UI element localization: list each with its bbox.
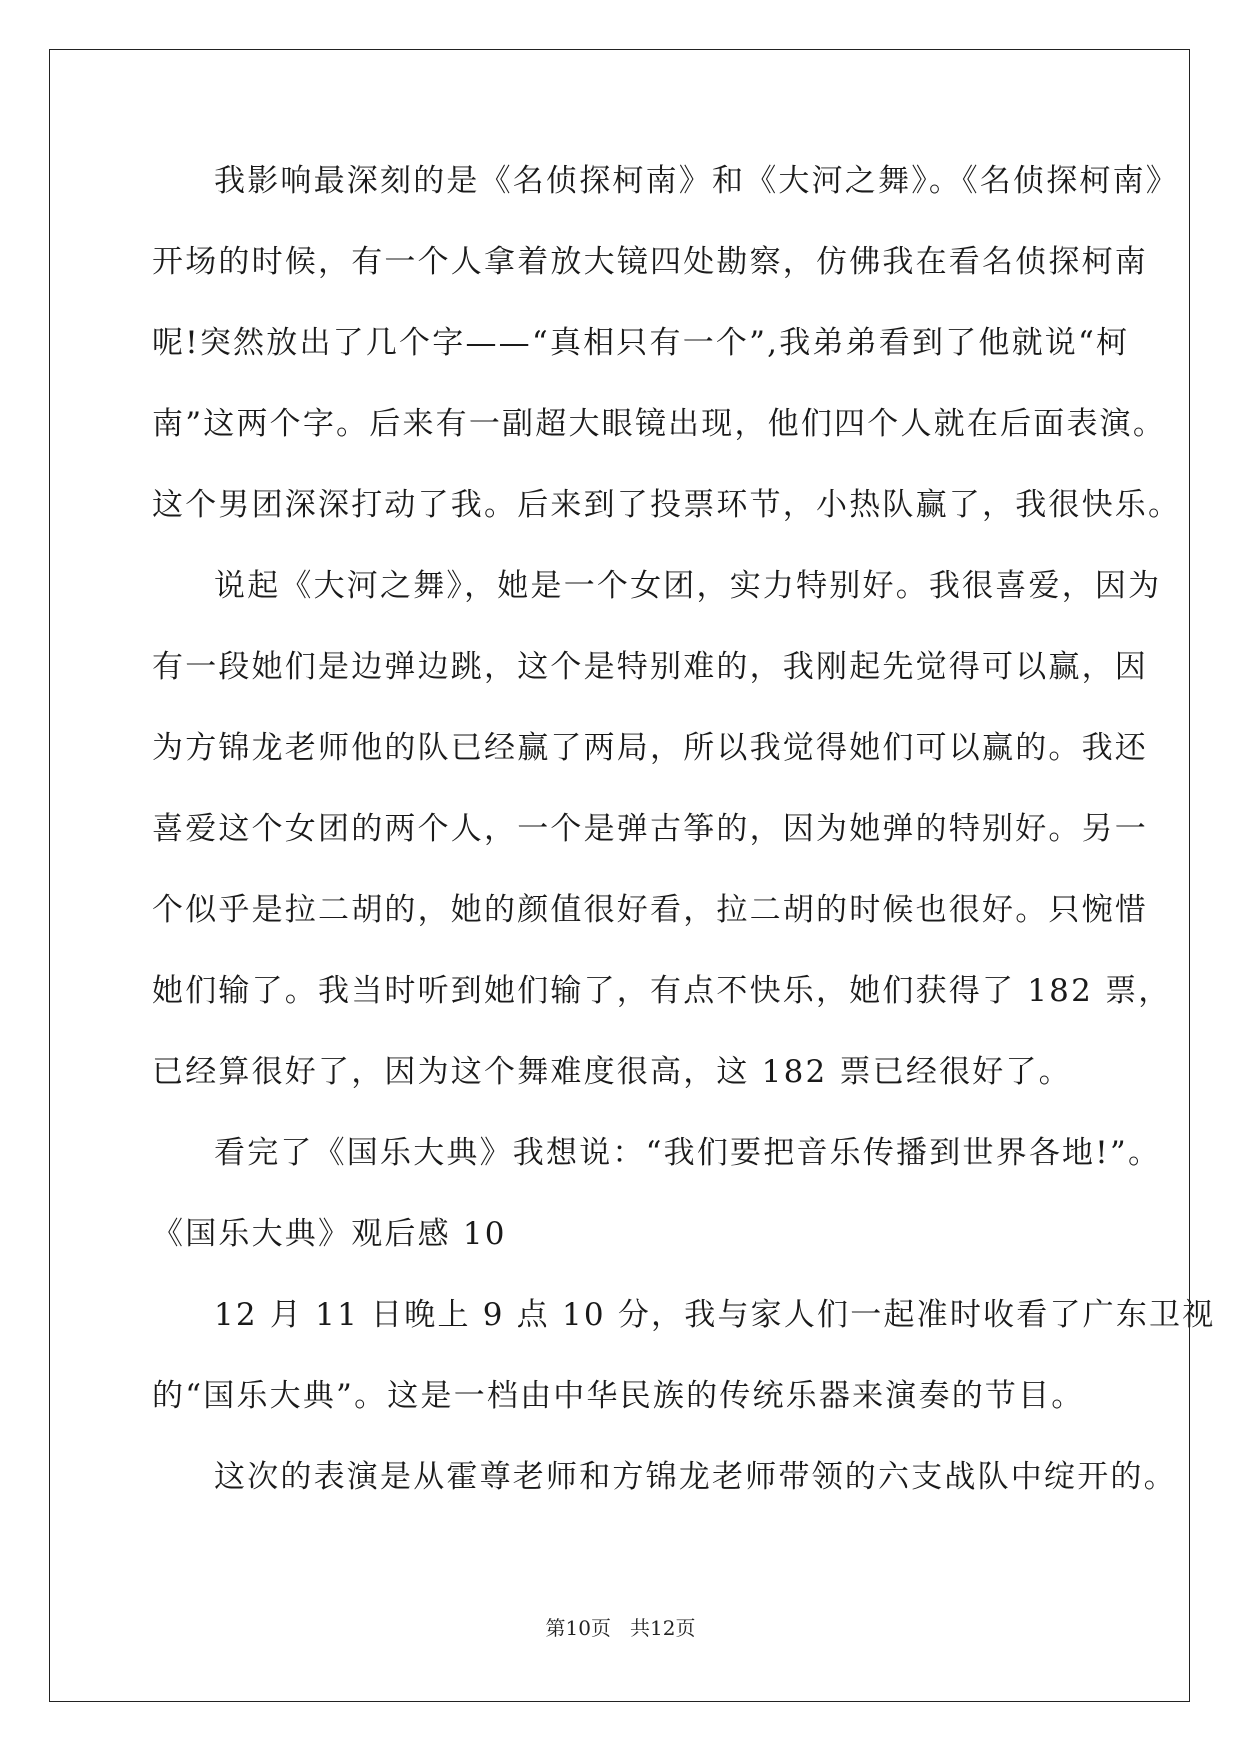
paragraph-line: 为方锦龙老师他的队已经赢了两局，所以我觉得她们可以赢的。我还 <box>152 730 1148 766</box>
paragraph-line: 已经算很好了，因为这个舞难度很高，这 182 票已经很好了。 <box>152 1054 1072 1090</box>
page-number-footer: 第10页 共12页 <box>545 1616 696 1640</box>
paragraph-line: 喜爱这个女团的两个人，一个是弹古筝的，因为她弹的特别好。另一 <box>152 811 1148 847</box>
paragraph-line: 这个男团深深打动了我。后来到了投票环节，小热队赢了，我很快乐。 <box>152 487 1182 523</box>
paragraph-line: 说起《大河之舞》，她是一个女团，实力特别好。我很喜爱，因为 <box>214 568 1162 604</box>
paragraph-line: 看完了《国乐大典》我想说：“我们要把音乐传播到世界各地!”。 <box>214 1135 1162 1171</box>
paragraph-line: 开场的时候，有一个人拿着放大镜四处勘察，仿佛我在看名侦探柯南 <box>152 244 1148 280</box>
paragraph-line: 这次的表演是从霍尊老师和方锦龙老师带领的六支战队中绽开的。 <box>214 1459 1177 1495</box>
paragraph-line: 呢!突然放出了几个字——“真相只有一个”,我弟弟看到了他就说“柯 <box>152 325 1130 361</box>
paragraph-line: 个似乎是拉二胡的，她的颜值很好看，拉二胡的时候也很好。只惋惜 <box>152 892 1148 928</box>
paragraph-line: 她们输了。我当时听到她们输了，有点不快乐，她们获得了 182 票， <box>152 973 1172 1009</box>
paragraph-line: 南”这两个字。后来有一副超大眼镜出现，他们四个人就在后面表演。 <box>152 406 1167 442</box>
document-body <box>152 151 1216 1528</box>
paragraph-line: 的“国乐大典”。这是一档由中华民族的传统乐器来演奏的节目。 <box>152 1378 1085 1414</box>
section-heading: 《国乐大典》观后感 10 <box>152 1216 507 1252</box>
paragraph-line: 12 月 11 日晚上 9 点 10 分，我与家人们一起准时收看了广东卫视 <box>214 1297 1216 1333</box>
paragraph-line: 我影响最深刻的是《名侦探柯南》和《大河之舞》。《名侦探柯南》 <box>214 163 1179 199</box>
paragraph-line: 有一段她们是边弹边跳，这个是特别难的，我刚起先觉得可以赢，因 <box>152 649 1148 685</box>
